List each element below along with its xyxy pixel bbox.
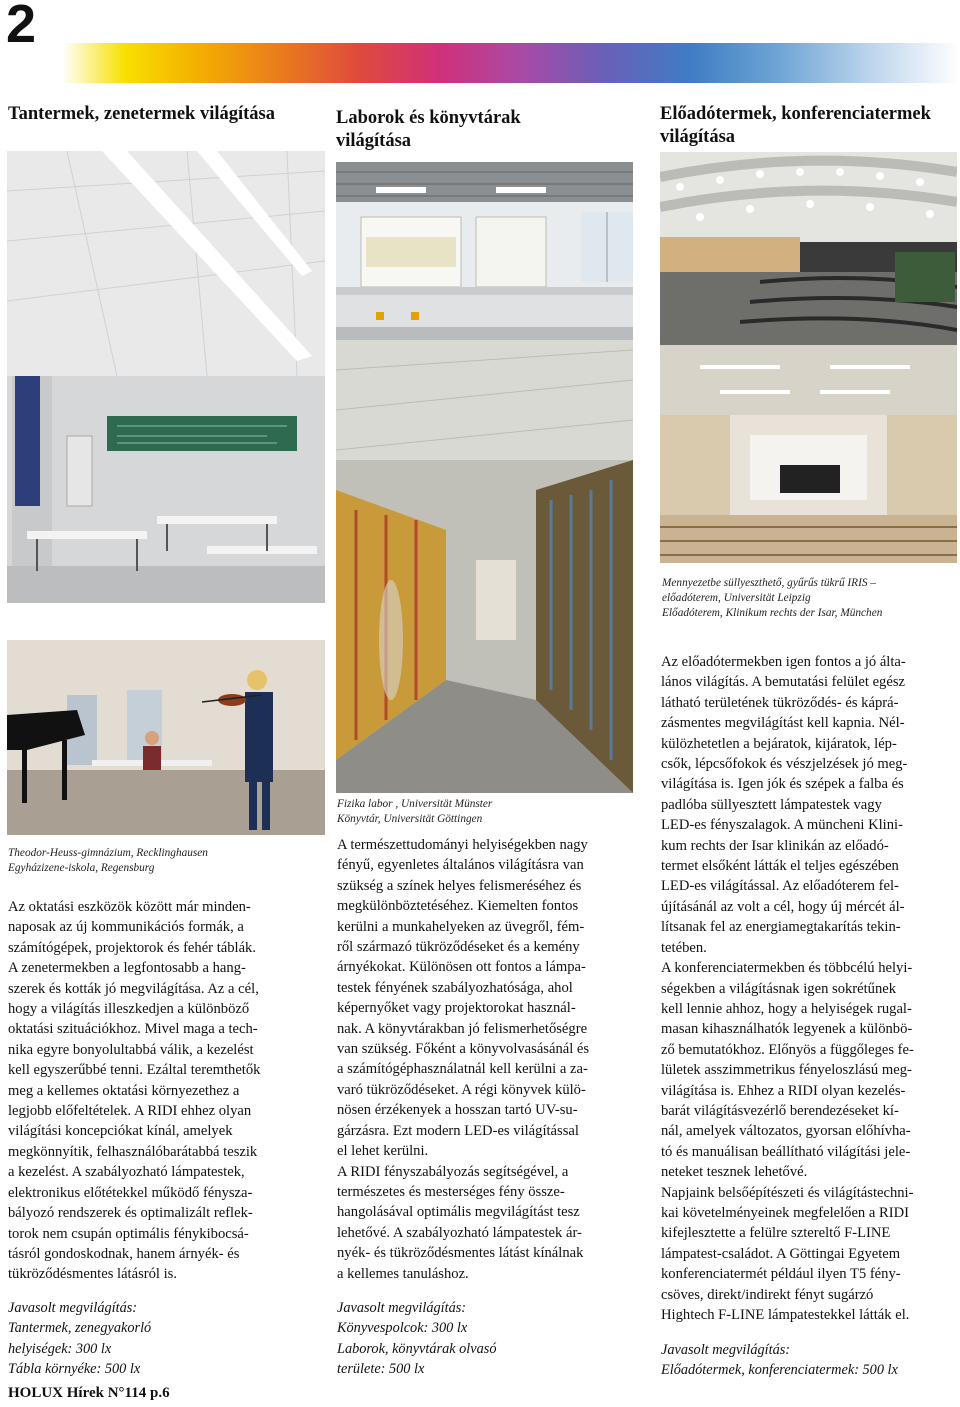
- text-line: szükség a színek helyes felismeréséhez és: [337, 877, 582, 894]
- body-text-labs-libraries: [337, 835, 635, 1284]
- caption-line: Mennyezetbe süllyeszthető, gyűrűs tükrű IRIS –: [662, 577, 876, 589]
- text-line: torok nem csupán optimális fénykibocsá-: [8, 1225, 249, 1242]
- text-line: nyék- és tükröződésmentes látást kínálnak: [337, 1245, 584, 1262]
- heading-labs-libraries: Laborok és könyvtárak világítása: [336, 108, 521, 151]
- text-line: el lehet kerülni.: [337, 1143, 429, 1160]
- text-line: Hightech F-LINE lámpatestekkel látták el.: [661, 1307, 910, 1323]
- text-line: konferenciatermét például ilyen T5 fény-: [661, 1266, 901, 1283]
- text-line: kell egyszerűbbé tenni. Ezáltal teremthetők: [8, 1062, 261, 1079]
- suggestion-line: helyiségek: 300 lx: [8, 1340, 112, 1357]
- heading-classrooms: Tantermek, zenetermek világítása: [8, 104, 275, 124]
- library-photo: [336, 340, 633, 793]
- suggestion-line: Tábla környéke: 500 lx: [8, 1361, 141, 1378]
- text-line: csők, lépcsőfokok és vészjelzések jó meg-: [661, 756, 908, 773]
- text-line: kai követelményeinek megfelelően a RIDI: [661, 1204, 909, 1221]
- text-line: számítógépek, projektorok és fehér táblák.: [8, 939, 257, 956]
- text-line: árnyékokat. Különösen ott fontos a lámpa-: [337, 959, 586, 976]
- text-line: megkönnyítik, felhasználóbarátabbá teszik: [8, 1143, 258, 1160]
- suggestion-line: Könyvespolcok: 300 lx: [337, 1320, 468, 1337]
- text-line: termet elsőként látták el teljes egészében: [661, 858, 899, 875]
- text-line: tó és manuálisan beállítható világítási jele-: [661, 1143, 911, 1160]
- text-line: Napjaink belsőépítészeti és világítástechni-: [661, 1184, 914, 1201]
- text-line: a számítógéphasználatnál kell kerülni a za-: [337, 1061, 588, 1078]
- text-line: hogy a világítás illeszkedjen a különböző: [8, 1001, 250, 1018]
- text-line: szerek és kották jó megvilágítása. Az a cél,: [8, 980, 259, 997]
- caption-line: Egyházizene-iskola, Regensburg: [8, 862, 155, 874]
- text-line: kifejlesztette a felülre sztereltő F-LINE: [661, 1225, 891, 1242]
- text-line: nak. A könyvtárakban jó felismerhetőségre: [337, 1020, 588, 1037]
- caption-line: Könyvtár, Universität Göttingen: [337, 813, 483, 825]
- text-line: a kellemes tanuláshoz.: [337, 1265, 469, 1282]
- lecture-hall-munich-photo: [660, 345, 957, 563]
- text-line: kum rechts der Isar klinikán az előadó-: [661, 837, 889, 854]
- text-line: bályozó rendszerek és optimalizált reflek-: [8, 1205, 253, 1222]
- text-line: ről származó tükröződéseket és a kemény: [337, 939, 580, 956]
- caption-lecture-halls: [662, 576, 958, 621]
- text-line: nál, amelyek változatos, gyorsan előhívha-: [661, 1123, 911, 1140]
- text-line: világítása is. Igen jók és szépek a falba és: [661, 776, 904, 793]
- classroom-photo: [7, 151, 325, 603]
- text-line: elektronikus előtétekkel működő fénysza-: [8, 1184, 253, 1201]
- text-line: lehetővé. A szabályozható lámpatestek ár-: [337, 1224, 582, 1241]
- text-line: Az oktatási eszközök között már minden-: [8, 899, 251, 915]
- suggestion-line: Előadótermek, konferenciatermek: 500 lx: [661, 1362, 898, 1379]
- page-number: 2: [6, 0, 37, 54]
- text-line: kell lennie ahhoz, hogy a helyiségek rugal-: [661, 1000, 912, 1017]
- lecture-hall-leipzig-photo: [660, 152, 957, 345]
- suggestion-labs-libraries: [337, 1298, 635, 1380]
- text-line: megkülönböztetéséhez. Kiemelten fontos: [337, 898, 579, 915]
- heading-lecture-halls: Előadótermek, konferenciatermek világítása: [660, 104, 931, 147]
- text-line: világítási koncepciókat kínál, amelyek: [8, 1123, 233, 1140]
- text-line: fényű, egyenletes általános világításra van: [337, 857, 584, 874]
- text-line: varó tükröződéseket. A régi könyvek külö-: [337, 1081, 586, 1098]
- text-line: kerülni a munkahelyeken az üvegről, fém-: [337, 918, 585, 935]
- caption-labs-libraries: [337, 797, 633, 827]
- text-line: van szükség. Főként a könyvolvasásánál és: [337, 1041, 590, 1058]
- music-room-photo: [7, 640, 325, 835]
- body-text-classrooms: [8, 897, 306, 1285]
- text-line: A konferenciatermekben és többcélú helyi-: [661, 960, 913, 977]
- suggestion-lecture-halls: [661, 1340, 957, 1381]
- text-line: természetes és mesterséges fény össze-: [337, 1183, 565, 1200]
- text-line: képernyőket vagy projektorokat használ-: [337, 1000, 576, 1017]
- text-line: A RIDI fényszabályozás segítségével, a: [337, 1163, 569, 1180]
- suggestion-line: Tantermek, zenegyakorló: [8, 1320, 152, 1337]
- caption-classrooms: [8, 846, 328, 876]
- text-line: naposak az új kommunikációs formák, a: [8, 919, 244, 936]
- text-line: tásról gondoskodnak, hanem árnyék- és: [8, 1245, 240, 1262]
- text-line: tükröződésmentes látásról is.: [8, 1266, 178, 1283]
- text-line: barát világításvezérlő berendezéseket kí-: [661, 1102, 899, 1119]
- text-line: lületek asszimmetrikus fényeloszlású meg-: [661, 1062, 912, 1079]
- text-line: ségekben a világításnak igen sokrétűnek: [661, 980, 897, 997]
- text-line: újításánál az volt a cél, hogy új mércét ál-: [661, 898, 905, 915]
- caption-line: Theodor-Heuss-gimnázium, Recklinghausen: [8, 847, 208, 859]
- text-line: legjobb előfeltételek. A RIDI ehhez olyan: [8, 1103, 252, 1120]
- text-line: lítsanak fel az energiamegtakarítás tekin-: [661, 919, 901, 936]
- text-line: A zenetermekben a legfontosabb a hang-: [8, 960, 246, 977]
- text-line: oktatási szituációkhoz. Mivel maga a tech-: [8, 1021, 258, 1038]
- text-line: világítása is. Ehhez a RIDI olyan kezelés-: [661, 1082, 906, 1099]
- caption-line: Előadóterem, Klinikum rechts der Isar, München: [662, 607, 883, 619]
- suggestion-classrooms: [8, 1298, 308, 1380]
- text-line: nika egyre bonyolultabbá válik, a kezelést: [8, 1041, 254, 1058]
- text-line: tetében.: [661, 939, 707, 956]
- text-line: gárzásra. Ezt modern LED-es világítással: [337, 1122, 579, 1139]
- laboratory-photo: [336, 162, 633, 340]
- suggestion-line: Javasolt megvilágítás:: [661, 1342, 791, 1358]
- text-line: meg a kellemes oktatási környezethez a: [8, 1082, 240, 1099]
- caption-line: Fizika labor , Universität Münster: [337, 798, 493, 810]
- text-line: hangolásával optimális megvilágítást tesz: [337, 1204, 580, 1221]
- text-line: A természettudományi helyiségekben nagy: [337, 837, 588, 853]
- text-line: LED-es fényszalagok. A müncheni Klini-: [661, 817, 903, 834]
- text-line: Az előadótermekben igen fontos a jó álta-: [661, 654, 906, 670]
- body-text-lecture-halls: [661, 652, 957, 1325]
- text-line: neteket tesznek lehetővé.: [661, 1164, 808, 1181]
- suggestion-line: területe: 500 lx: [337, 1361, 425, 1378]
- text-line: külözhetetlen a bejáratok, kijáratok, lép-: [661, 735, 897, 752]
- text-line: lámpatest-családot. A Göttingai Egyetem: [661, 1245, 901, 1262]
- text-line: a kezelést. A szabályozható lámpatestek,: [8, 1164, 245, 1181]
- text-line: masan kihasználhatók legyenek a különbö-: [661, 1021, 913, 1038]
- suggestion-line: Javasolt megvilágítás:: [337, 1300, 467, 1316]
- text-line: lános világítás. A bemutatási felület egész: [661, 674, 905, 691]
- text-line: látható területének tükröződés- és káprá-: [661, 694, 899, 711]
- text-line: padlóba süllyesztett lámpatestek vagy: [661, 796, 882, 813]
- suggestion-line: Laborok, könyvtárak olvasó: [337, 1340, 497, 1357]
- text-line: csöves, direkt/indirekt fényt sugárzó: [661, 1286, 874, 1303]
- page-footer: HOLUX Hírek N°114 p.6: [8, 1385, 170, 1401]
- text-line: nösen érzékenyek a hosszan tartó UV-su-: [337, 1102, 578, 1119]
- text-line: LED-es világítással. Az előadóterem fel-: [661, 878, 899, 895]
- text-line: testek fényének szabályozhatósága, ahol: [337, 979, 573, 996]
- caption-line: előadóterem, Universität Leipzig: [662, 592, 811, 604]
- suggestion-line: Javasolt megvilágítás:: [8, 1300, 138, 1316]
- color-gradient-band: [62, 43, 960, 83]
- text-line: ző bemutatókhoz. Előnyös a függőleges fe-: [661, 1041, 914, 1058]
- text-line: zásmentes megvilágítást kell kapnia. Nél-: [661, 715, 905, 732]
